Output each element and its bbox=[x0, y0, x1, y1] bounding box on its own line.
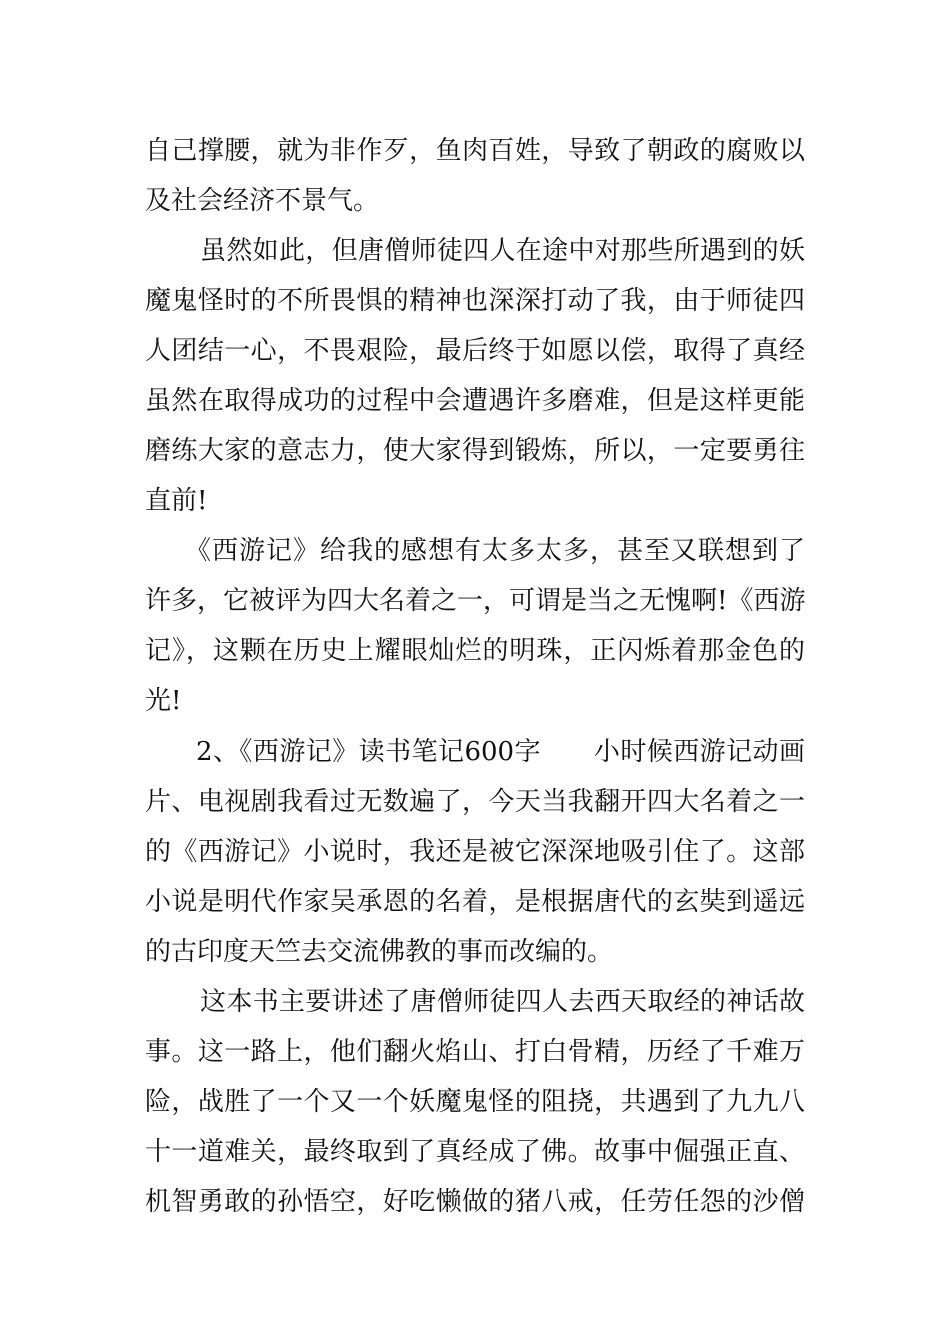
text-line: 虽然在取得成功的过程中会遭遇许多磨难，但是这样更能 bbox=[145, 386, 805, 416]
section-heading-line: 2、《西游记》读书笔记600字 小时候西游记动画 bbox=[196, 737, 805, 767]
text-line: 磨练大家的意志力，使大家得到锻炼，所以，一定要勇往 bbox=[145, 436, 805, 466]
text-line: 小说是明代作家吴承恩的名着，是根据唐代的玄奘到遥远 bbox=[145, 887, 805, 917]
text-line: 十一道难关，最终取到了真经成了佛。故事中倔强正直、 bbox=[145, 1137, 805, 1167]
text-line: 及社会经济不景气。 bbox=[145, 186, 380, 216]
text-line: 自己撑腰，就为非作歹，鱼肉百姓，导致了朝政的腐败以 bbox=[145, 136, 805, 166]
text-line: 片、电视剧我看过无数遍了，今天当我翻开四大名着之一 bbox=[145, 787, 805, 817]
text-line: 事。这一路上，他们翻火焰山、打白骨精，历经了千难万 bbox=[145, 1037, 805, 1067]
paragraph-first-line: 《西游记》给我的感想有太多太多，甚至又联想到了 bbox=[185, 536, 805, 566]
text-line: 险，战胜了一个又一个妖魔鬼怪的阻挠，共遇到了九九八 bbox=[145, 1087, 805, 1117]
text-line: 直前! bbox=[145, 486, 208, 516]
text-line: 的《西游记》小说时，我还是被它深深地吸引住了。这部 bbox=[145, 837, 805, 867]
text-line: 魔鬼怪时的不所畏惧的精神也深深打动了我，由于师徒四 bbox=[145, 286, 805, 316]
text-line: 许多，它被评为四大名着之一，可谓是当之无愧啊!《西游 bbox=[145, 586, 806, 616]
text-line: 的古印度天竺去交流佛教的事而改编的。 bbox=[145, 937, 614, 967]
paragraph-first-line: 这本书主要讲述了唐僧师徒四人去西天取经的神话故 bbox=[200, 987, 805, 1017]
text-line: 记》，这颗在历史上耀眼灿烂的明珠，正闪烁着那金色的 bbox=[145, 636, 805, 666]
text-line: 机智勇敢的孙悟空，好吃懒做的猪八戒，任劳任怨的沙僧 bbox=[145, 1187, 805, 1217]
paragraph-first-line: 虽然如此，但唐僧师徒四人在途中对那些所遇到的妖 bbox=[200, 236, 805, 266]
text-line: 人团结一心，不畏艰险，最后终于如愿以偿，取得了真经 bbox=[145, 336, 805, 366]
text-line: 光! bbox=[145, 686, 182, 716]
